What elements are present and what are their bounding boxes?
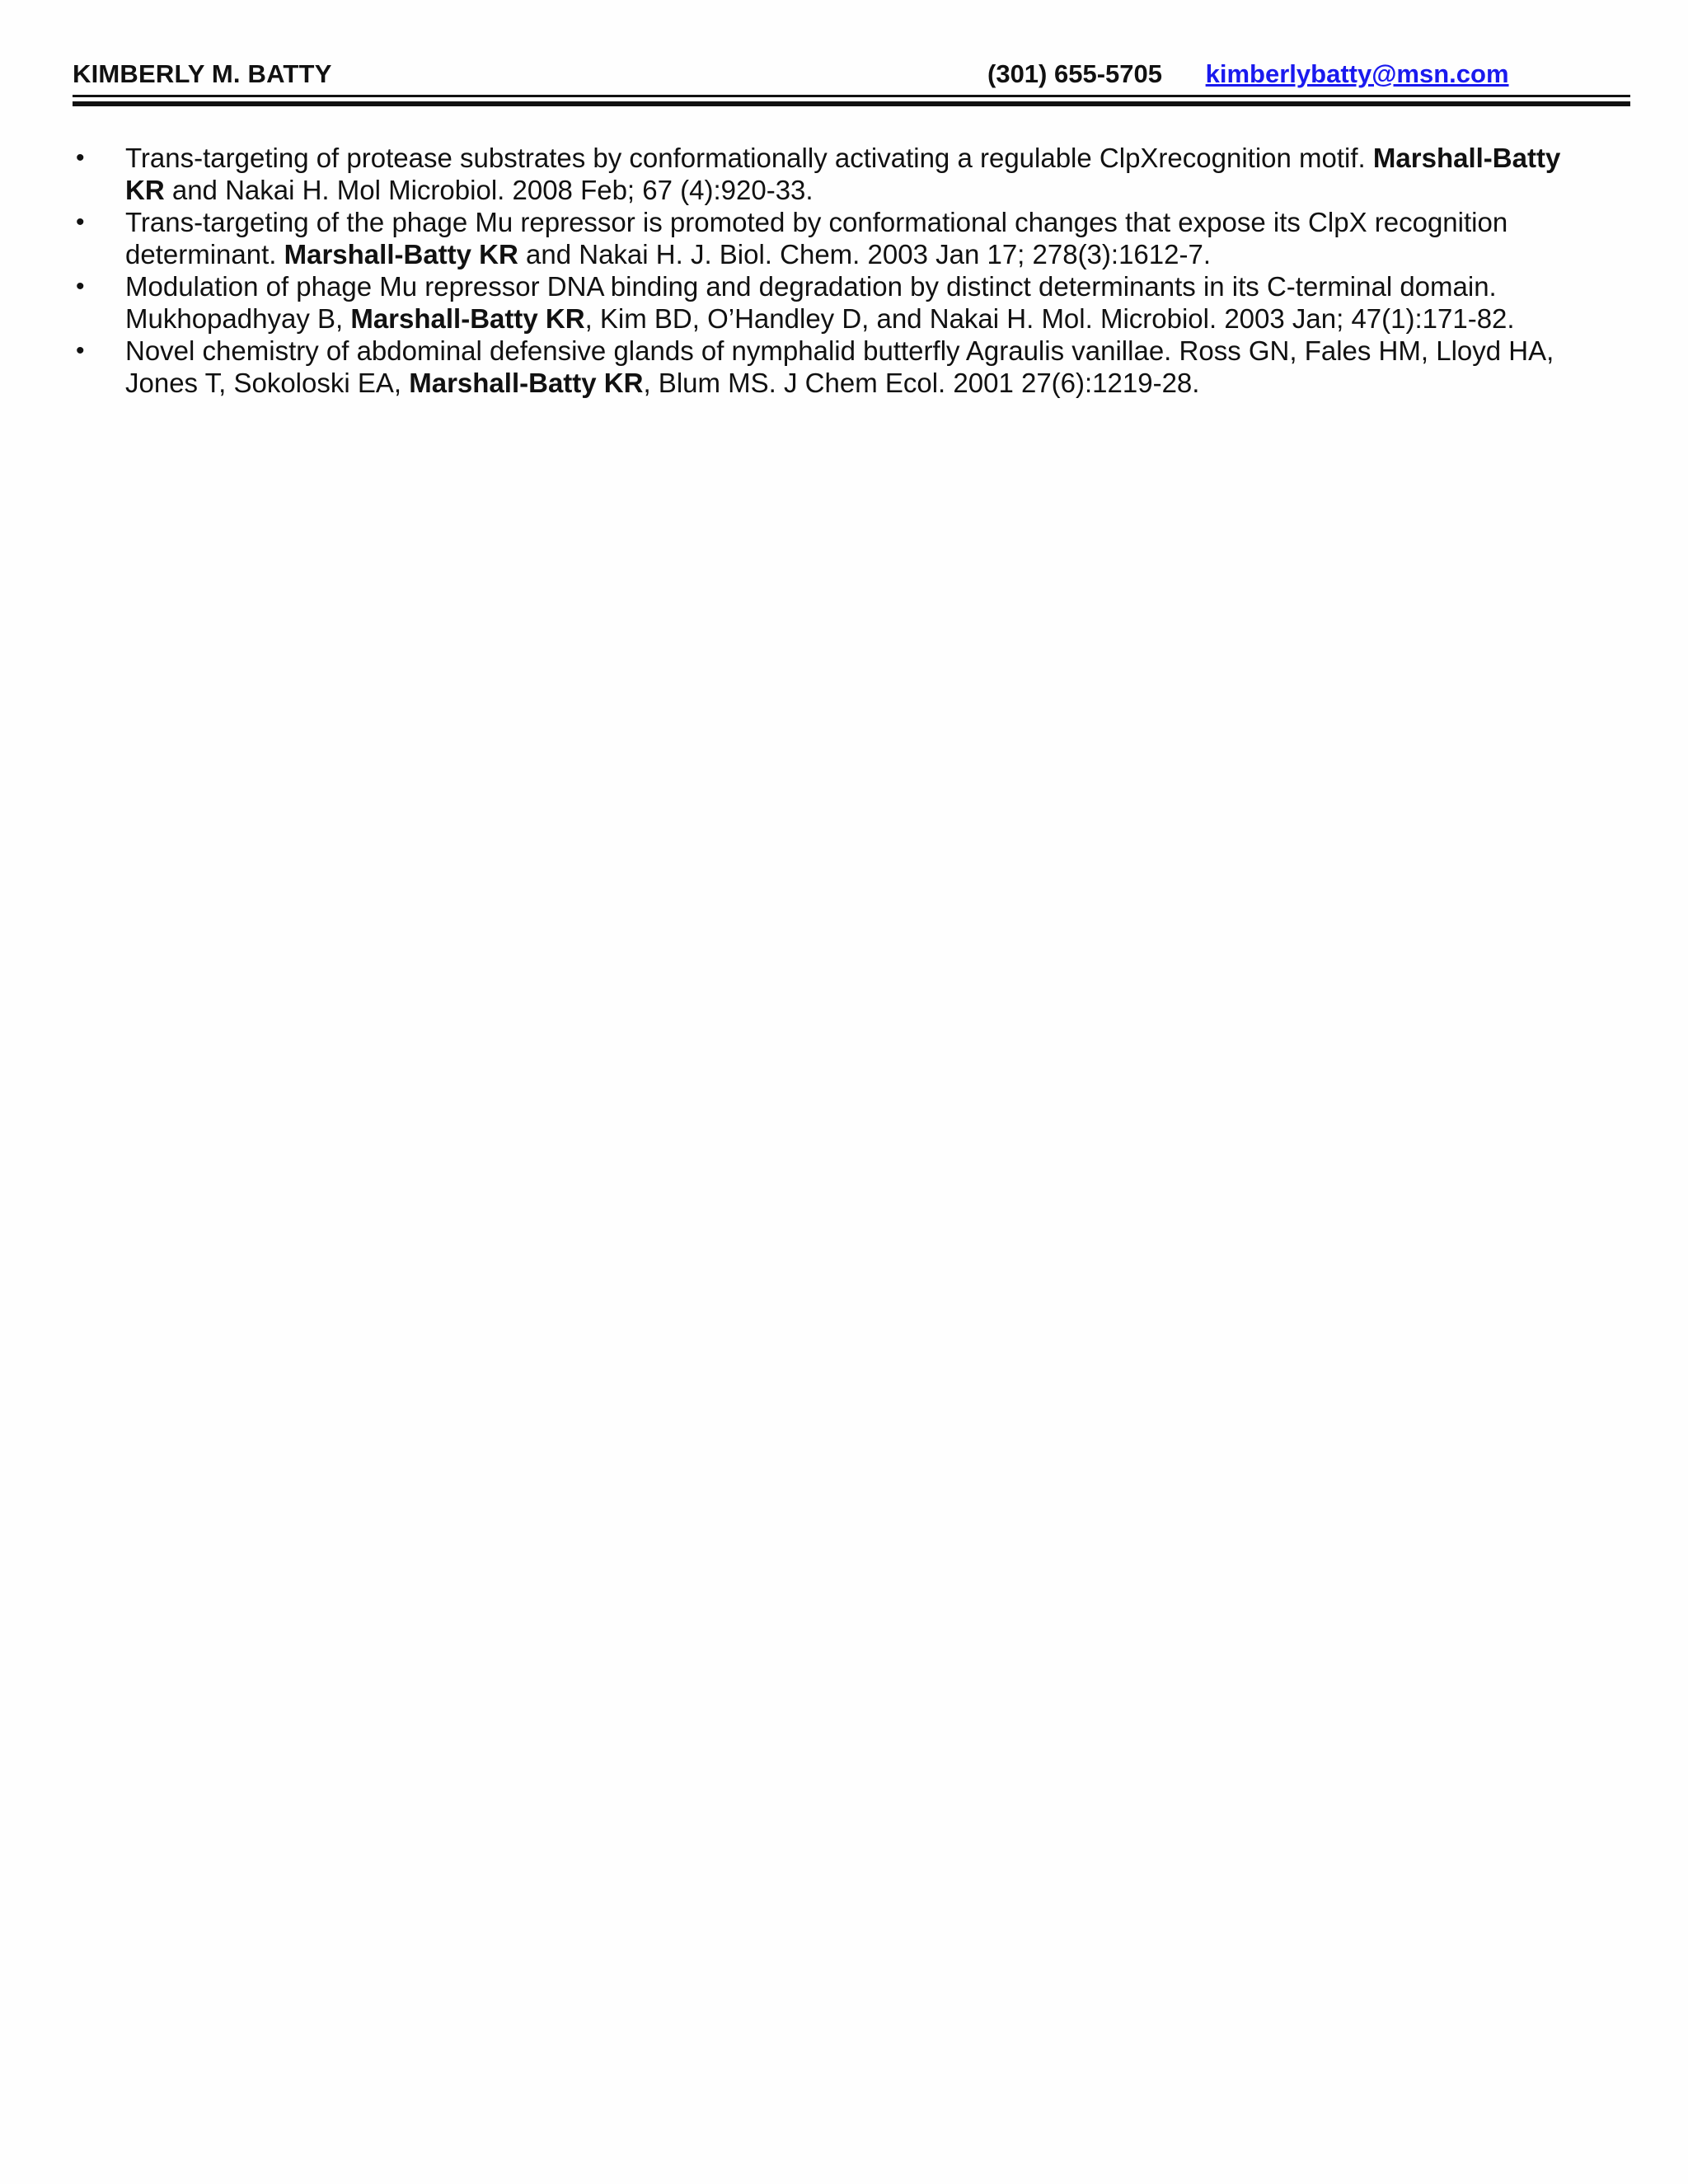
bullet-icon: • bbox=[76, 273, 85, 300]
highlighted-author: Marshall-Batty KR bbox=[350, 303, 585, 334]
publication-list bbox=[73, 142, 1606, 399]
highlighted-author: Marshall-Batty KR bbox=[125, 143, 1561, 205]
page-header bbox=[73, 59, 1630, 94]
author-name: KIMBERLY M. BATTY bbox=[73, 59, 332, 88]
phone-number: (301) 655-5705 bbox=[987, 59, 1162, 88]
header-rule-thin bbox=[73, 95, 1630, 97]
publication-item bbox=[73, 142, 1606, 206]
email-link[interactable]: kimberlybatty@msn.com bbox=[1205, 59, 1509, 88]
bullet-icon: • bbox=[76, 144, 85, 171]
contact-info bbox=[987, 59, 1509, 89]
bullet-icon: • bbox=[76, 209, 85, 236]
publication-title: Modulation of phage Mu repressor DNA binding and degradation by distinct determinants in its C-terminal domain. Mukhopadhyay B, bbox=[125, 271, 1497, 334]
publication-title: Trans-targeting of protease substrates by conformationally activating a regulable ClpXrecognition motif. bbox=[125, 143, 1373, 173]
publication-citation: , Blum MS. J Chem Ecol. 2001 27(6):1219-28. bbox=[643, 368, 1200, 398]
publication-item bbox=[73, 206, 1606, 270]
bullet-icon: • bbox=[76, 337, 85, 364]
highlighted-author: Marshall-Batty KR bbox=[409, 368, 644, 398]
publication-item bbox=[73, 335, 1606, 399]
publication-title: Novel chemistry of abdominal defensive glands of nymphalid butterfly Agraulis vanillae. Ross GN, Fales HM, Lloyd HA, Jones T, Sokoloski EA, bbox=[125, 335, 1554, 398]
header-rule-thick bbox=[73, 101, 1630, 106]
publication-citation: and Nakai H. Mol Microbiol. 2008 Feb; 67 (4):920-33. bbox=[164, 175, 814, 205]
publication-item bbox=[73, 270, 1606, 335]
highlighted-author: Marshall-Batty KR bbox=[284, 239, 518, 269]
publication-citation: , Kim BD, O’Handley D, and Nakai H. Mol. Microbiol. 2003 Jan; 47(1):171-82. bbox=[584, 303, 1515, 334]
publication-title: Trans-targeting of the phage Mu repressor is promoted by conformational changes that expose its ClpX recognition determinant. bbox=[125, 207, 1508, 269]
publication-citation: and Nakai H. J. Biol. Chem. 2003 Jan 17; 278(3):1612-7. bbox=[518, 239, 1211, 269]
